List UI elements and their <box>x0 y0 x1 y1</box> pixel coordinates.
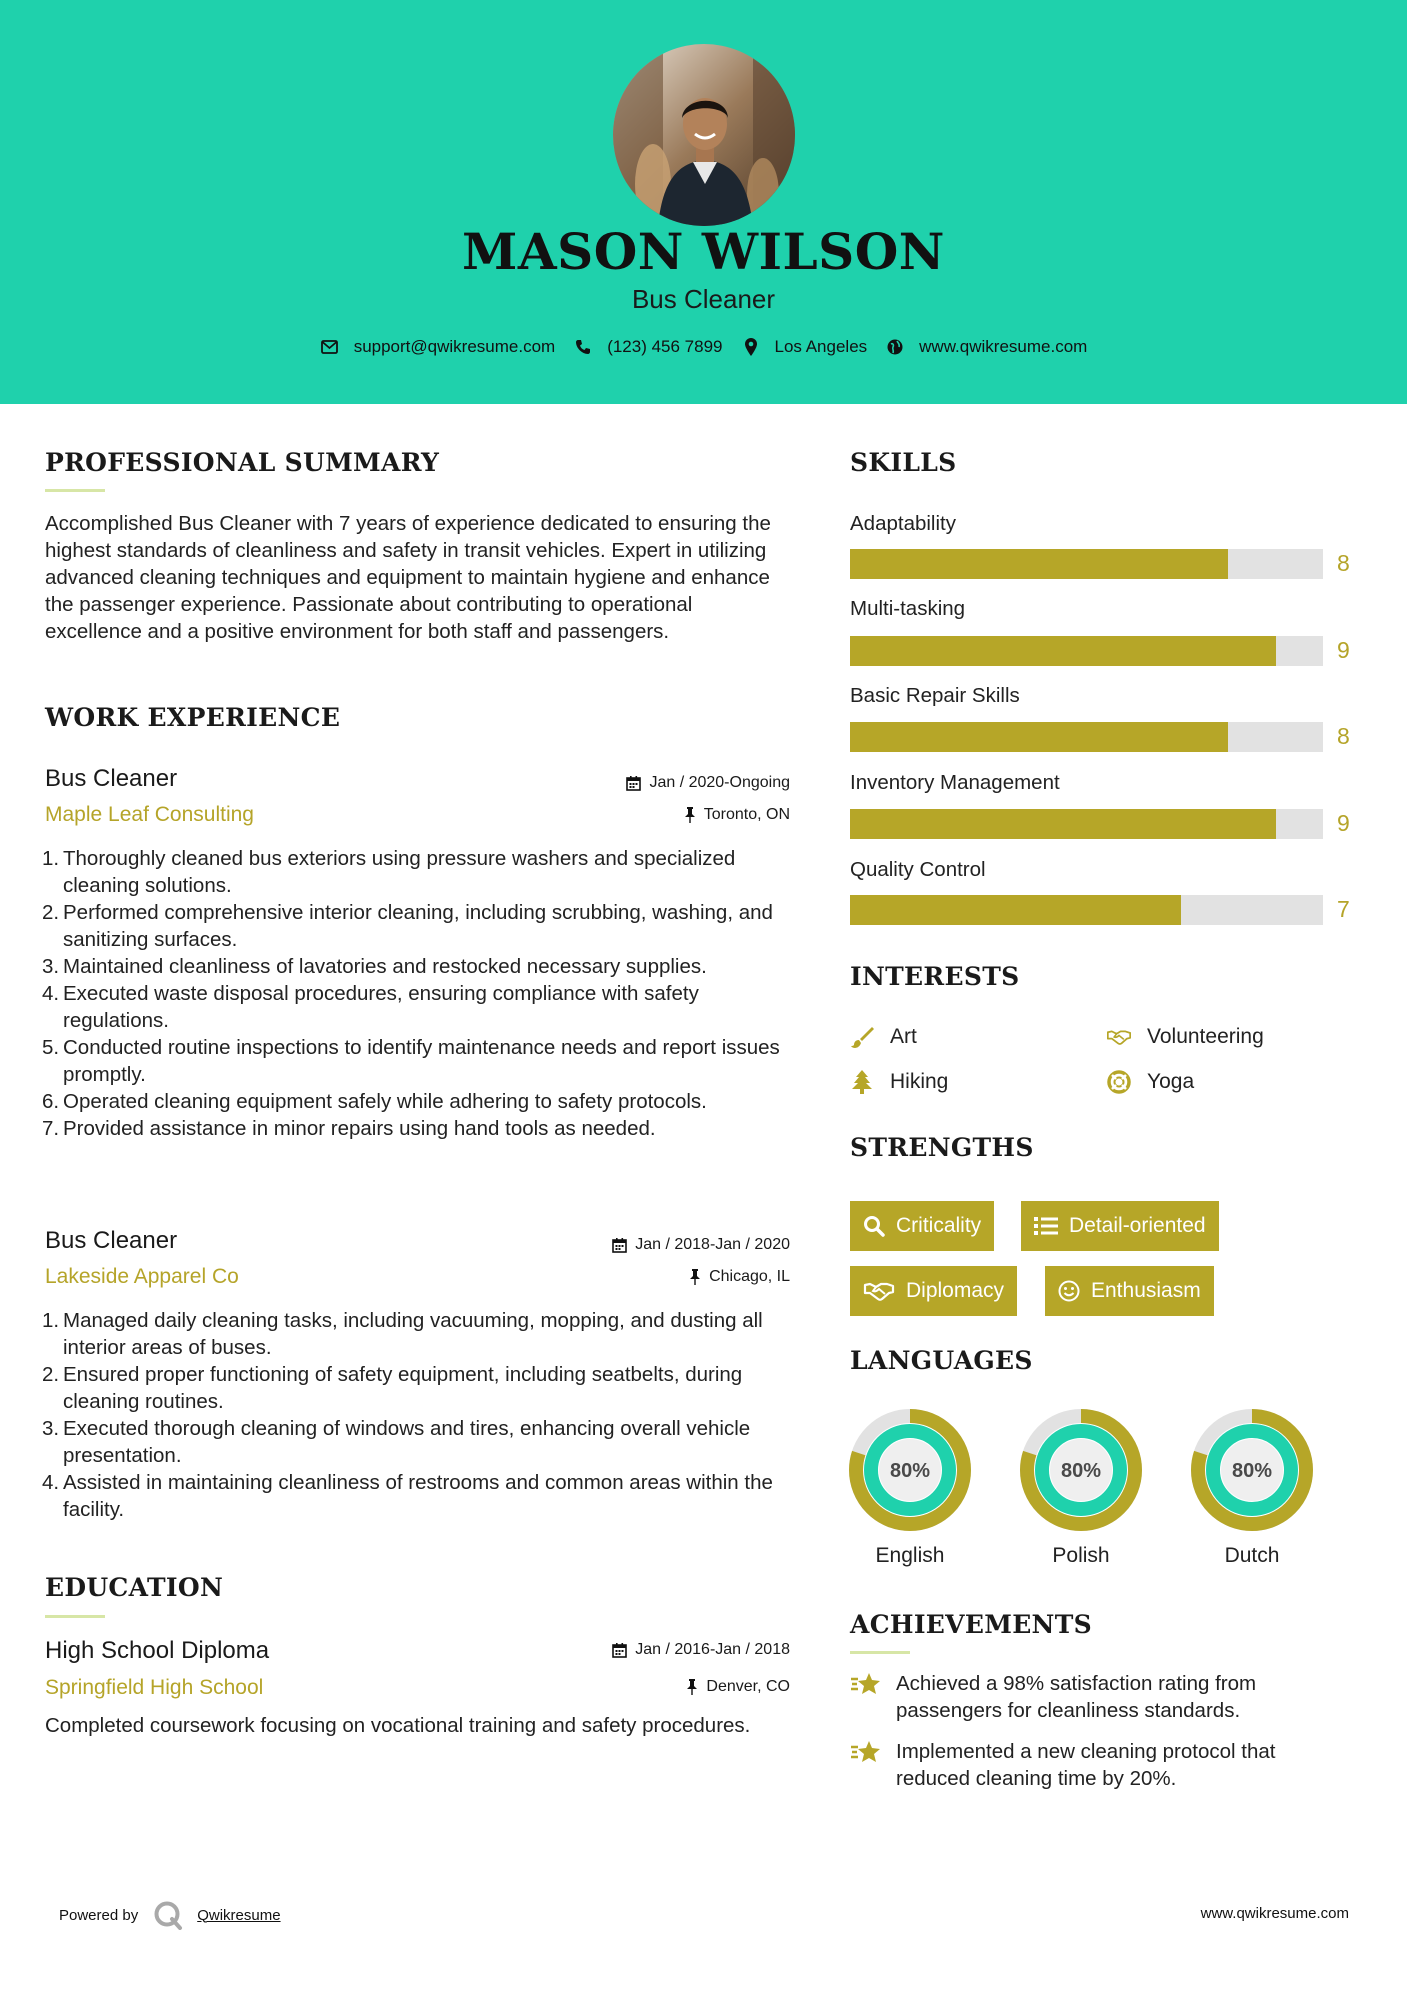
qwikresume-link[interactable]: Qwikresume <box>197 1906 281 1924</box>
calendar-icon <box>612 1642 627 1658</box>
achievements-title: ACHIEVEMENTS <box>850 1610 1092 1639</box>
contact-phone-text: (123) 456 7899 <box>607 337 723 356</box>
list-item: 1. Thoroughly cleaned bus exteriors using pressure washers and specialized cleaning solutions. <box>42 847 736 897</box>
star-trophy-icon <box>850 1738 880 1768</box>
job-title: Bus Cleaner <box>45 765 178 792</box>
calendar-icon <box>626 775 641 791</box>
strength-chip: Enthusiasm <box>1045 1266 1214 1316</box>
skill-value: 8 <box>1337 550 1350 576</box>
summary-title-rule <box>45 489 105 492</box>
skill-value: 7 <box>1337 896 1350 922</box>
list-item: 4. Assisted in maintaining cleanliness of restrooms and common areas within the facility. <box>42 1471 773 1521</box>
globe-icon <box>885 337 905 357</box>
job-date-text: Jan / 2020-Ongoing <box>649 774 790 791</box>
candidate-name: MASON WILSON <box>462 222 945 281</box>
education-date-text: Jan / 2016-Jan / 2018 <box>635 1641 790 1658</box>
profile-photo <box>613 44 795 226</box>
skill-bar <box>850 549 1323 579</box>
job-bullets <box>42 845 790 1142</box>
skill-bar-fill <box>850 722 1228 752</box>
list-item: 2. Ensured proper functioning of safety equipment, including seatbelts, during cleaning routines. <box>42 1363 743 1413</box>
education-title-rule <box>45 1615 105 1618</box>
job-location <box>689 1268 790 1286</box>
skill-bar-fill <box>850 636 1276 666</box>
skill-label: Inventory Management <box>850 771 1060 794</box>
job-location-text: Chicago, IL <box>709 1268 790 1285</box>
interest-item: Yoga <box>1107 1070 1194 1094</box>
achievements-title-rule <box>850 1651 910 1654</box>
education-title: EDUCATION <box>45 1573 224 1602</box>
envelope-icon <box>320 337 340 357</box>
skill-label: Basic Repair Skills <box>850 684 1020 707</box>
education-location <box>686 1678 790 1696</box>
search-icon <box>863 1215 885 1237</box>
language-label: Polish <box>1052 1544 1110 1567</box>
education-degree: High School Diploma <box>45 1637 270 1664</box>
skill-label: Adaptability <box>850 512 956 535</box>
education-school: Springfield High School <box>45 1676 264 1699</box>
achievement-item <box>850 1670 1350 1724</box>
interest-item: Volunteering <box>1107 1025 1264 1049</box>
contact-location <box>741 337 868 357</box>
strength-chip: Criticality <box>850 1201 994 1251</box>
strength-chip: Detail-oriented <box>1021 1201 1219 1251</box>
contact-website-text: www.qwikresume.com <box>919 337 1088 356</box>
language-donut <box>1019 1408 1143 1537</box>
list-item: 3. Maintained cleanliness of lavatories and restocked necessary supplies. <box>42 955 707 978</box>
pushpin-icon <box>684 807 696 823</box>
qwikresume-logo-icon <box>153 1900 183 1930</box>
contact-email-text: support@qwikresume.com <box>353 337 556 356</box>
contact-phone[interactable] <box>573 337 722 357</box>
education-description: Completed coursework focusing on vocational training and safety procedures. <box>45 1714 751 1737</box>
language-percent: 80% <box>1060 1460 1102 1482</box>
skill-label: Multi-tasking <box>850 597 966 620</box>
achievement-item <box>850 1738 1350 1792</box>
star-trophy-icon <box>850 1670 880 1700</box>
job-company: Lakeside Apparel Co <box>45 1265 239 1288</box>
skills-title: SKILLS <box>850 448 957 477</box>
skill-value: 8 <box>1337 723 1350 749</box>
skill-bar-fill <box>850 809 1276 839</box>
footer-powered-by <box>59 1900 281 1930</box>
list-item: 3. Executed thorough cleaning of windows and tires, enhancing overall vehicle presentation. <box>42 1417 751 1467</box>
list-item: 2. Performed comprehensive interior cleaning, including scrubbing, washing, and sanitizing surfaces. <box>42 901 773 951</box>
language-percent: 80% <box>889 1460 931 1482</box>
list-icon <box>1034 1217 1058 1235</box>
job-company: Maple Leaf Consulting <box>45 803 254 826</box>
experience-title: WORK EXPERIENCE <box>45 703 341 732</box>
skill-bar-fill <box>850 549 1228 579</box>
job-location-text: Toronto, ON <box>703 806 790 823</box>
languages-title: LANGUAGES <box>850 1346 1033 1375</box>
language-donut <box>848 1408 972 1537</box>
handshake-icon <box>863 1281 895 1301</box>
job-bullets <box>42 1307 790 1523</box>
skill-value: 9 <box>1337 637 1350 663</box>
education-location-text: Denver, CO <box>706 1678 790 1695</box>
language-percent: 80% <box>1231 1460 1273 1482</box>
job-date-text: Jan / 2018-Jan / 2020 <box>635 1236 790 1253</box>
job-location <box>684 806 790 824</box>
footer-url[interactable]: www.qwikresume.com <box>1200 1905 1349 1922</box>
job-title: Bus Cleaner <box>45 1227 178 1254</box>
achievement-text: Achieved a 98% satisfaction rating from passengers for cleanliness standards. <box>896 1672 1257 1722</box>
map-pin-icon <box>741 337 761 357</box>
resume-header <box>0 0 1407 404</box>
interest-item: Hiking <box>850 1070 948 1094</box>
achievement-text: Implemented a new cleaning protocol that reduced cleaning time by 20%. <box>896 1740 1276 1790</box>
paintbrush-icon <box>850 1025 874 1049</box>
education-date <box>612 1641 790 1659</box>
contact-location-text: Los Angeles <box>774 337 868 356</box>
skill-value: 9 <box>1337 810 1350 836</box>
list-item: 1. Managed daily cleaning tasks, including vacuuming, mopping, and dusting all interior areas of buses. <box>42 1309 763 1359</box>
strength-chip: Diplomacy <box>850 1266 1017 1316</box>
calendar-icon <box>612 1237 627 1253</box>
skill-bar <box>850 722 1323 752</box>
skill-label: Quality Control <box>850 858 986 881</box>
list-item: 5. Conducted routine inspections to identify maintenance needs and report issues promptly. <box>42 1036 780 1086</box>
language-label: English <box>875 1544 945 1567</box>
candidate-role: Bus Cleaner <box>631 284 776 314</box>
powered-by-label: Powered by <box>59 1906 139 1924</box>
job-date <box>612 1236 790 1254</box>
handshake-icon <box>1107 1025 1131 1049</box>
interest-item: Art <box>850 1025 917 1049</box>
job-date <box>626 774 790 792</box>
phone-icon <box>573 337 593 357</box>
pushpin-icon <box>686 1679 698 1695</box>
contact-email[interactable] <box>320 337 556 357</box>
list-item: 7. Provided assistance in minor repairs using hand tools as needed. <box>42 1117 656 1140</box>
skill-bar-fill <box>850 895 1181 925</box>
skill-bar <box>850 636 1323 666</box>
language-label: Dutch <box>1224 1544 1280 1567</box>
contact-bar <box>0 337 1407 357</box>
skill-bar <box>850 809 1323 839</box>
tree-icon <box>850 1070 874 1094</box>
strengths-title: STRENGTHS <box>850 1133 1034 1162</box>
smile-icon <box>1058 1280 1080 1302</box>
summary-text: Accomplished Bus Cleaner with 7 years of experience dedicated to ensuring the highest standards of cleanliness and safety in transit vehicles. Expert in utilizing advanced cleaning techniques and equipment to maintain hygiene and enhance the passenger experience. Passionate about contributing to operational excellence and a positive environment for both staff and passengers. <box>45 512 771 643</box>
contact-website[interactable] <box>885 337 1087 357</box>
list-item: 6. Operated cleaning equipment safely while adhering to safety protocols. <box>42 1090 707 1113</box>
pushpin-icon <box>689 1269 701 1285</box>
interests-title: INTERESTS <box>850 962 1020 991</box>
language-donut <box>1190 1408 1314 1537</box>
lifebuoy-icon <box>1107 1070 1131 1094</box>
summary-title: PROFESSIONAL SUMMARY <box>45 448 440 477</box>
skill-bar <box>850 895 1323 925</box>
list-item: 4. Executed waste disposal procedures, ensuring compliance with safety regulations. <box>42 982 699 1032</box>
